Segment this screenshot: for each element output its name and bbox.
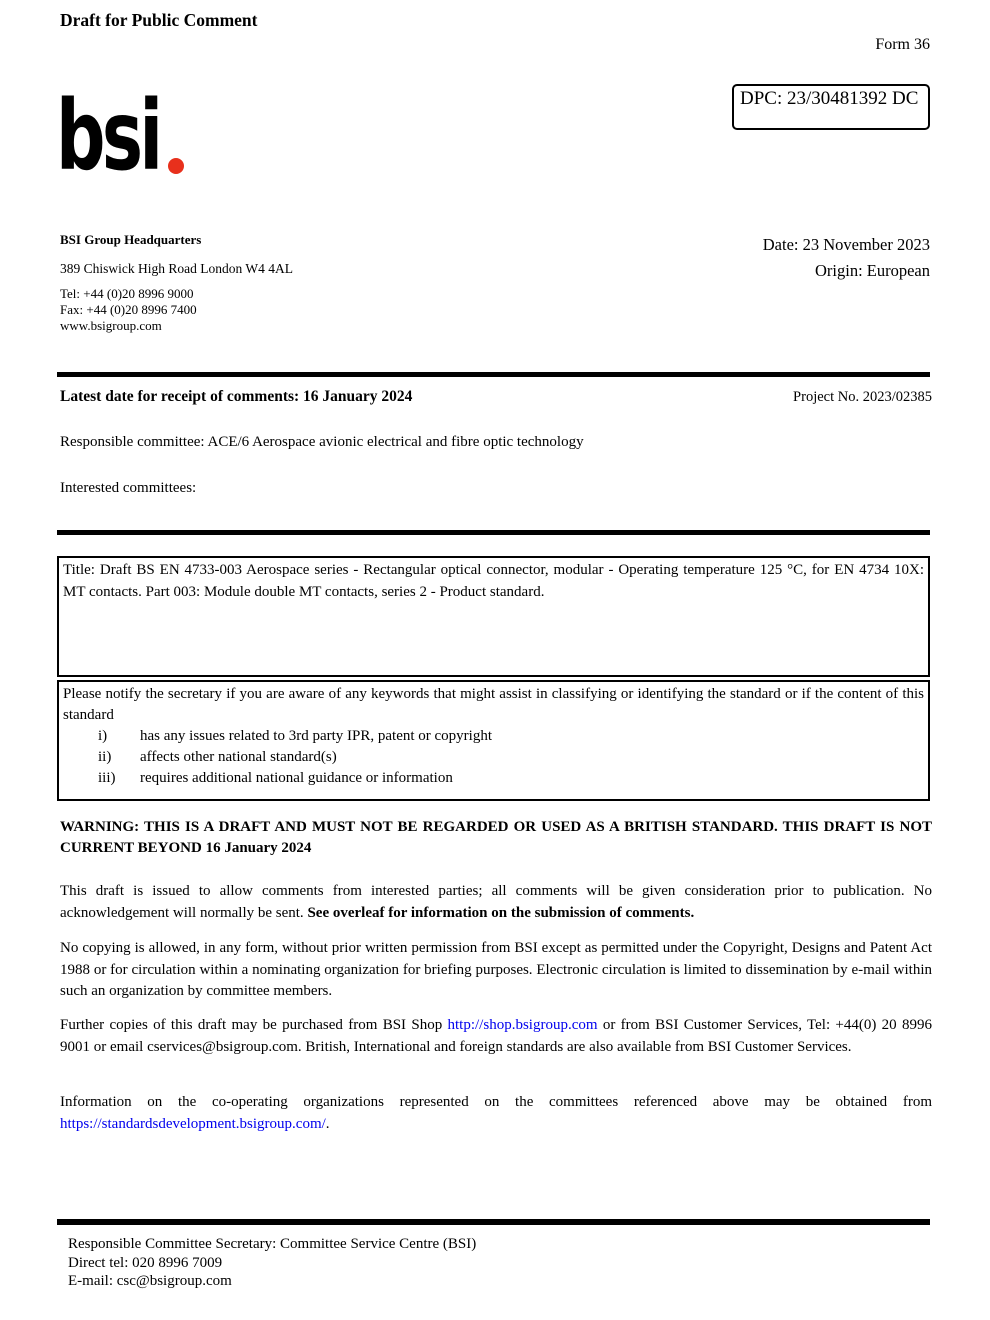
bsi-shop-link[interactable]: http://shop.bsigroup.com [447,1017,598,1033]
dpc-number: DPC: 23/30481392 DC [740,88,919,109]
bsi-logo-red-dot-icon [168,158,184,174]
headquarters-block [60,232,293,334]
headquarters-title: BSI Group Headquarters [60,232,202,247]
cooperating-text-pre: Information on the co-operating organizations represented on the committees referenced above may be obtained from [60,1094,932,1110]
no-copying-paragraph: No copying is allowed, in any form, without prior written permission from BSI except as permitted under the Copyright, Designs and Patent Act 1988 or for circulation within a nominating organization for briefing purposes. Electronic circulation is limited to dissemination by e-mail within such an organization by committee members. [60,940,932,999]
direct-tel-line: Direct tel: 020 8996 7009 [68,1254,223,1271]
keywords-box [57,680,930,801]
draft-for-public-comment-label: Draft for Public Comment [60,10,258,30]
further-copies-text-post: or from BSI Customer Services, Tel: +44(0) 20 8996 9001 or email cservices@bsigroup.com. British, International and foreign standards are also available from BSI Customer Services. [60,1017,932,1055]
cooperating-text-post: . [325,1115,330,1132]
further-copies-text-pre: Further copies of this draft may be purchased from BSI Shop [60,1017,448,1033]
horizontal-rule-middle [57,530,930,535]
comments-deadline-row [60,388,932,406]
interested-committees-line: Interested committees: [60,480,197,496]
latest-date-label: Latest date for receipt of comments: 16 January 2024 [60,388,413,405]
headquarters-tel: Tel: +44 (0)20 8996 9000 [60,286,194,301]
dpc-number-box [732,84,930,130]
keywords-intro: Please notify the secretary if you are aware of any keywords that might assist in classifying or identifying the standard or if the content of this standard [63,686,924,723]
headquarters-website: www.bsigroup.com [60,318,162,333]
keyword-item-text: affects other national standard(s) [140,749,337,765]
keyword-item [63,768,924,789]
bsi-logo-text: bsi [56,80,160,192]
origin-line: Origin: European [814,260,930,280]
keyword-item-text: requires additional national guidance or information [140,770,453,786]
email-line: E-mail: csc@bsigroup.com [68,1273,232,1289]
form-number-label: Form 36 [875,36,930,53]
keyword-item-marker: ii) [98,749,112,765]
headquarters-fax: Fax: +44 (0)20 8996 7400 [60,302,197,317]
further-copies-paragraph [60,1015,932,1058]
see-overleaf-bold-text: See overleaf for information on the submission of comments. [307,904,695,921]
committee-secretary-line: Responsible Committee Secretary: Committee Service Centre (BSI) [68,1236,477,1252]
standards-development-link[interactable]: https://standardsdevelopment.bsigroup.com/ [60,1115,326,1132]
keyword-item-marker: i) [98,728,108,744]
cooperating-organizations-paragraph [60,1092,932,1135]
standard-title-text: Title: Draft BS EN 4733-003 Aerospace series - Rectangular optical connector, modular - Operating temperature 125 °C, for EN 4734 10X: MT contacts. Part 003: Module double MT contacts, series 2 - Product standard. [63,562,924,600]
responsible-committee-line: Responsible committee: ACE/6 Aerospace avionic electrical and fibre optic technology [60,434,584,450]
horizontal-rule-top [57,372,930,377]
horizontal-rule-bottom [57,1219,930,1225]
date-origin-block [763,232,930,283]
warning-paragraph: WARNING: THIS IS A DRAFT AND MUST NOT BE REGARDED OR USED AS A BRITISH STANDARD. THIS DRAFT IS NOT CURRENT BEYOND 16 January 2024 [60,819,932,856]
keyword-item [63,747,924,768]
keyword-item-text: has any issues related to 3rd party IPR, patent or copyright [140,728,493,744]
bsi-logo [56,80,316,192]
footer-contact-block [68,1235,476,1291]
draft-issued-paragraph [60,881,932,924]
title-box [57,556,930,677]
keyword-item [63,726,924,747]
draft-issued-text: This draft is issued to allow comments from interested parties; all comments will be given consideration prior to publication. No acknowledgement will normally be sent. [60,883,932,921]
keyword-item-marker: iii) [98,770,116,786]
date-line: Date: 23 November 2023 [762,235,930,254]
headquarters-address: 389 Chiswick High Road London W4 4AL [60,261,293,276]
project-number: Project No. 2023/02385 [793,389,932,405]
